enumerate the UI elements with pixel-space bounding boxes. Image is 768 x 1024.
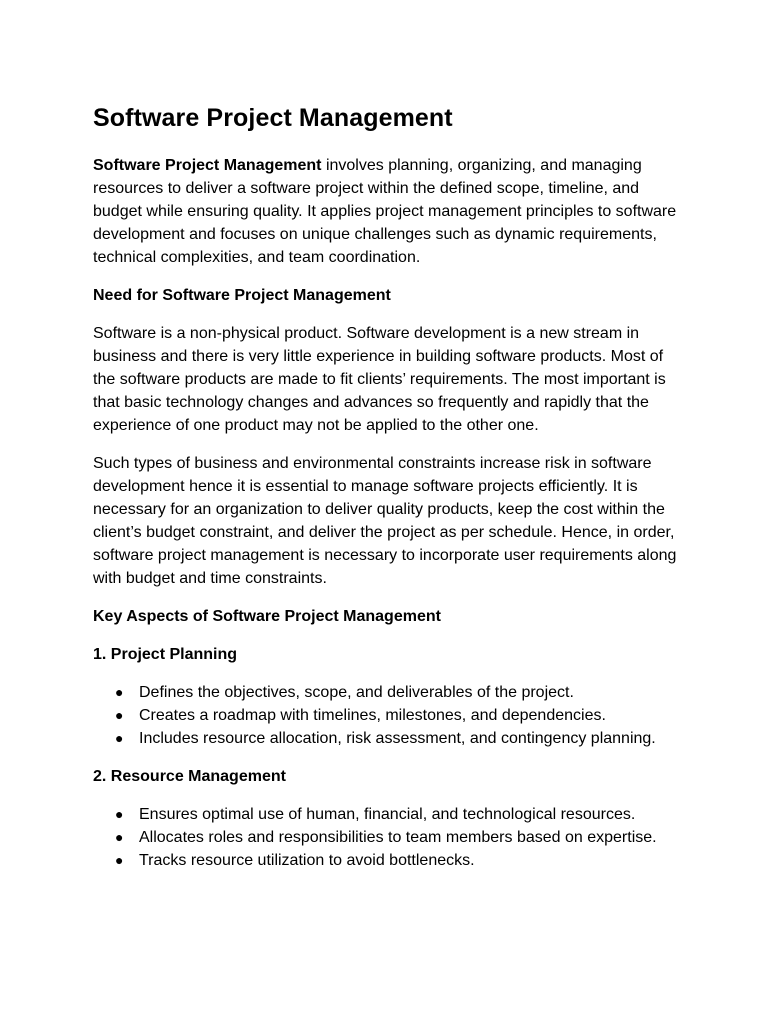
list-item (93, 727, 683, 750)
list-item-text: Ensures optimal use of human, financial, and technological resources. (139, 806, 636, 823)
bullet-icon: ● (115, 730, 124, 746)
bullet-icon: ● (115, 707, 124, 723)
need-heading: Need for Software Project Management (93, 287, 391, 304)
page-title: Software Project Management (93, 104, 453, 132)
bullet-icon: ● (115, 852, 124, 868)
key-aspects-heading: Key Aspects of Software Project Management (93, 608, 441, 625)
list-item-text: Creates a roadmap with timelines, milestones, and dependencies. (139, 707, 606, 724)
bullet-icon: ● (115, 829, 124, 845)
list-item (93, 849, 683, 872)
need-paragraph-2: Such types of business and environmental constraints increase risk in software development hence it is essential to manage software projects efficiently. It is necessary for an organization to deliver quality products, keep the cost within the client’s budget constraint, and deliver the project as per schedule. Hence, in order, software project management is necessary to incorporate user requirements along with budget and time constraints. (93, 455, 677, 587)
project-planning-list (93, 681, 683, 750)
document-page (93, 100, 683, 887)
list-item (93, 803, 683, 826)
intro-paragraph (93, 154, 683, 269)
list-item-text: Defines the objectives, scope, and deliverables of the project. (139, 684, 574, 701)
bullet-icon: ● (115, 684, 124, 700)
bullet-icon: ● (115, 806, 124, 822)
list-item (93, 704, 683, 727)
list-item-text: Includes resource allocation, risk assessment, and contingency planning. (139, 730, 656, 747)
section-heading-project-planning: 1. Project Planning (93, 646, 238, 663)
resource-management-list (93, 803, 683, 872)
need-paragraph-1: Software is a non-physical product. Software development is a new stream in business and there is very little experience in building software products. Most of the software products are made to fit clients’ requirements. The most important is that basic technology changes and advances so frequently and rapidly that the experience of one product may not be applied to the other one. (93, 325, 666, 434)
intro-bold-lead: Software Project Management (93, 157, 322, 174)
intro-text: involves planning, organizing, and managing resources to deliver a software project within the defined scope, timeline, and budget while ensuring quality. It applies project management principles to software development and focuses on unique challenges such as dynamic requirements, technical complexities, and team coordination. (93, 157, 677, 266)
list-item (93, 681, 683, 704)
list-item-text: Allocates roles and responsibilities to team members based on expertise. (139, 829, 657, 846)
list-item (93, 826, 683, 849)
list-item-text: Tracks resource utilization to avoid bottlenecks. (139, 852, 475, 869)
section-heading-resource-management: 2. Resource Management (93, 768, 286, 785)
